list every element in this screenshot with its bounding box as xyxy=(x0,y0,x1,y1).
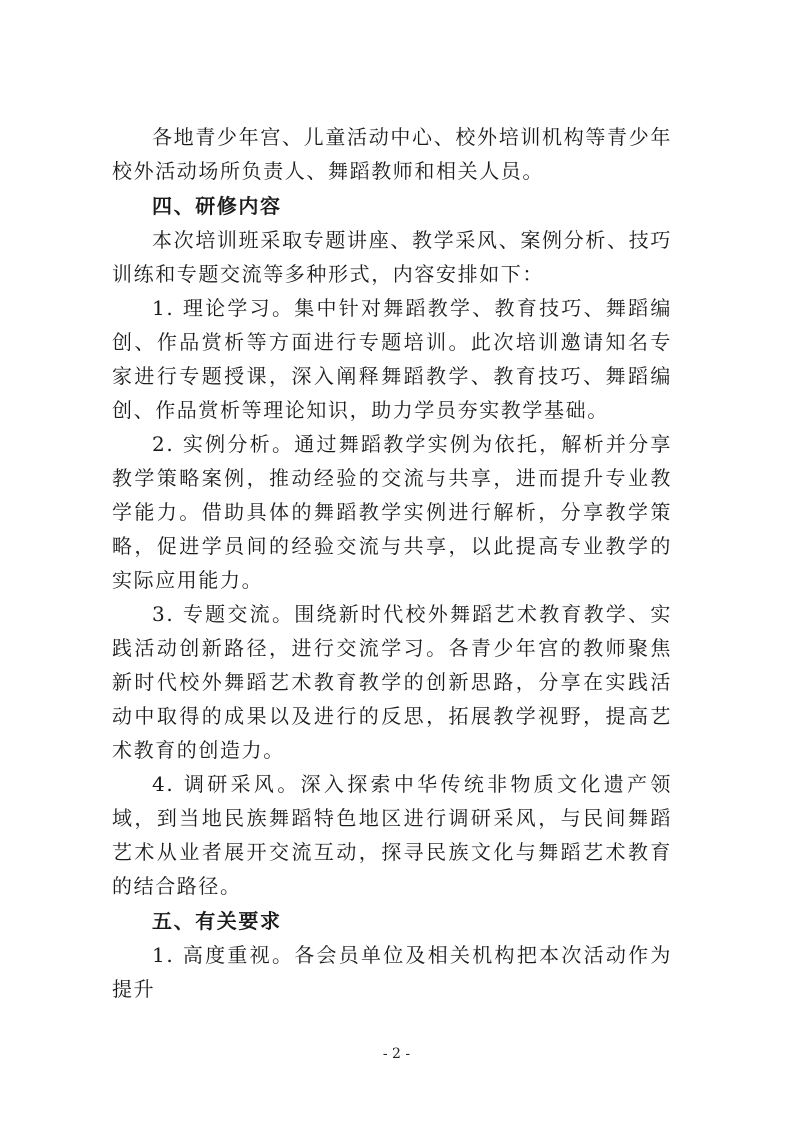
section-heading-requirements: 五、有关要求 xyxy=(152,909,282,933)
training-format-paragraph: 本次培训班采取专题讲座、教学采风、案例分析、技巧训练和专题交流等多种形式，内容安排如下： xyxy=(112,228,672,286)
participants-paragraph: 各地青少年宫、儿童活动中心、校外培训机构等青少年校外活动场所负责人、舞蹈教师和相关人员。 xyxy=(112,125,672,183)
high-priority-paragraph: 1. 高度重视。各会员单位及相关机构把本次活动作为提升 xyxy=(112,943,672,1001)
document-body xyxy=(112,120,672,1006)
topic-exchange-paragraph: 3. 专题交流。围绕新时代校外舞蹈艺术教育教学、实践活动创新路径，进行交流学习。各青少年宫的教师聚焦新时代校外舞蹈艺术教育教学的创新思路，分享在实践活动中取得的成果以及进行的反思，拓展教学视野，提高艺术教育的创造力。 xyxy=(112,602,672,762)
theory-study-paragraph: 1. 理论学习。集中针对舞蹈教学、教育技巧、舞蹈编创、作品赏析等方面进行专题培训。此次培训邀请知名专家进行专题授课，深入阐释舞蹈教学、教育技巧、舞蹈编创、作品赏析等理论知识，助力学员夯实教学基础。 xyxy=(112,296,672,422)
page-number: - 2 - xyxy=(382,1046,411,1062)
field-research-paragraph: 4. 调研采风。深入探索中华传统非物质文化遗产领域，到当地民族舞蹈特色地区进行调研采风，与民间舞蹈艺术从业者展开交流互动，探寻民族文化与舞蹈艺术教育的结合路径。 xyxy=(112,772,672,898)
section-heading-research-content: 四、研修内容 xyxy=(152,194,282,218)
case-analysis-paragraph: 2. 实例分析。通过舞蹈教学实例为依托，解析并分享教学策略案例，推动经验的交流与共享，进而提升专业教学能力。借助具体的舞蹈教学实例进行解析，分享教学策略，促进学员间的经验交流与共享，以此提高专业教学的实际应用能力。 xyxy=(112,432,672,592)
